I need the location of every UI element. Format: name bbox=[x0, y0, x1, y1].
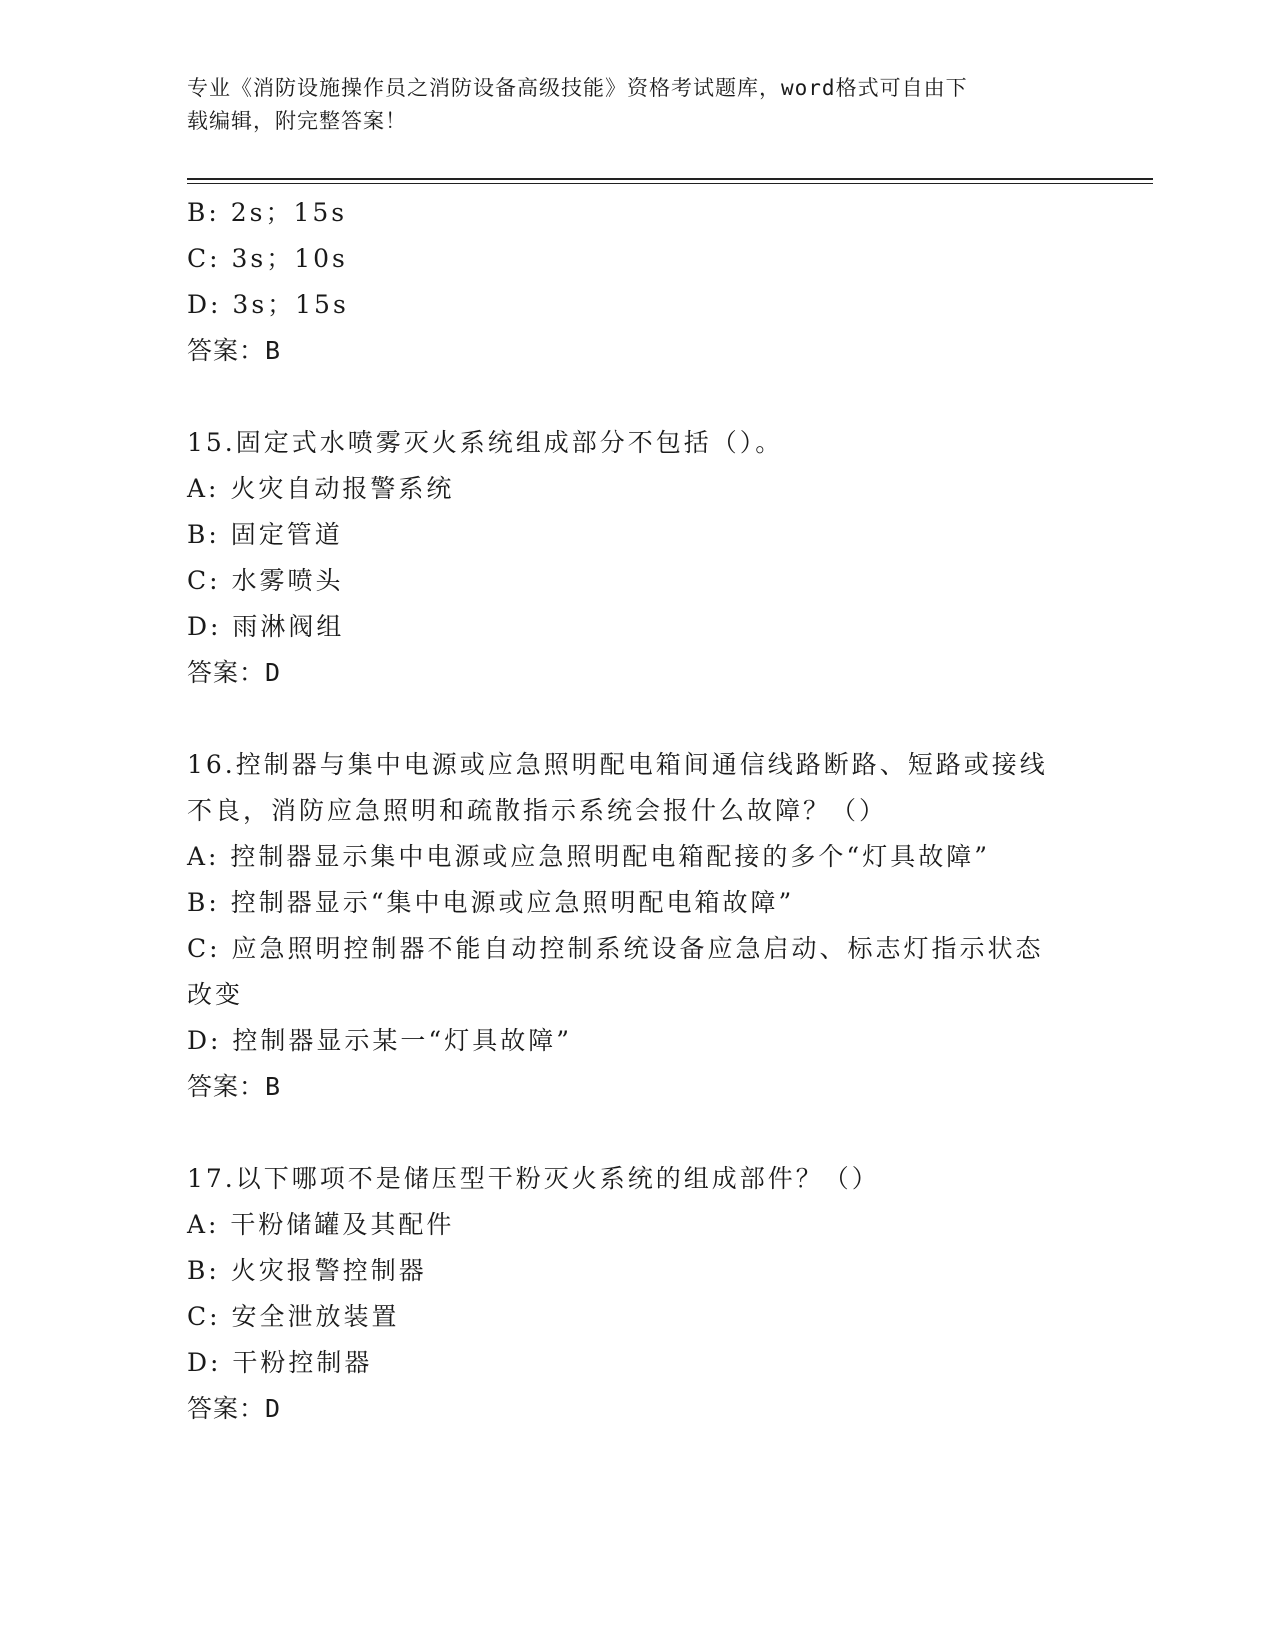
question-content bbox=[187, 190, 1087, 1432]
option-a: A: 控制器显示集中电源或应急照明配电箱配接的多个“灯具故障” bbox=[187, 842, 990, 871]
question-16 bbox=[187, 742, 1087, 1110]
answer: 答案：D bbox=[187, 658, 282, 687]
spacer bbox=[187, 374, 1087, 420]
question-title: 15.固定式水喷雾灭火系统组成部分不包括（）。 bbox=[187, 428, 784, 457]
question-title-line-2: 不良，消防应急照明和疏散指示系统会报什么故障？（） bbox=[187, 796, 888, 825]
option-c: C: 3s；10s bbox=[187, 244, 348, 273]
question-17 bbox=[187, 1156, 1087, 1432]
option-b: B: 火灾报警控制器 bbox=[187, 1256, 427, 1285]
question-15 bbox=[187, 420, 1087, 696]
option-d: D: 控制器显示某一“灯具故障” bbox=[187, 1026, 572, 1055]
option-a: A: 火灾自动报警系统 bbox=[187, 474, 455, 503]
option-d: D: 雨淋阀组 bbox=[187, 612, 345, 641]
question-14-continuation bbox=[187, 190, 1087, 374]
header-line-1: 专业《消防设施操作员之消防设备高级技能》资格考试题库，word格式可自由下 bbox=[187, 76, 968, 100]
option-a: A: 干粉储罐及其配件 bbox=[187, 1210, 455, 1239]
option-c-line-2: 改变 bbox=[187, 980, 244, 1009]
answer: 答案：B bbox=[187, 1072, 282, 1101]
header-divider-thin bbox=[187, 183, 1153, 184]
option-b: B: 固定管道 bbox=[187, 520, 343, 549]
question-title-line-1: 16.控制器与集中电源或应急照明配电箱间通信线路断路、短路或接线 bbox=[187, 750, 1048, 779]
question-title: 17.以下哪项不是储压型干粉灭火系统的组成部件？（） bbox=[187, 1164, 880, 1193]
option-b: B: 控制器显示“集中电源或应急照明配电箱故障” bbox=[187, 888, 795, 917]
option-d: D: 3s；15s bbox=[187, 290, 349, 319]
document-header bbox=[187, 72, 1067, 138]
header-divider-thick bbox=[187, 178, 1153, 180]
answer: 答案：D bbox=[187, 1394, 282, 1423]
answer: 答案：B bbox=[187, 336, 282, 365]
spacer bbox=[187, 1110, 1087, 1156]
option-b: B: 2s；15s bbox=[187, 198, 348, 227]
option-c-line-1: C: 应急照明控制器不能自动控制系统设备应急启动、标志灯指示状态 bbox=[187, 934, 1044, 963]
spacer bbox=[187, 696, 1087, 742]
option-c: C: 水雾喷头 bbox=[187, 566, 344, 595]
option-c: C: 安全泄放装置 bbox=[187, 1302, 400, 1331]
header-line-2: 载编辑，附完整答案！ bbox=[187, 109, 407, 133]
option-d: D: 干粉控制器 bbox=[187, 1348, 373, 1377]
